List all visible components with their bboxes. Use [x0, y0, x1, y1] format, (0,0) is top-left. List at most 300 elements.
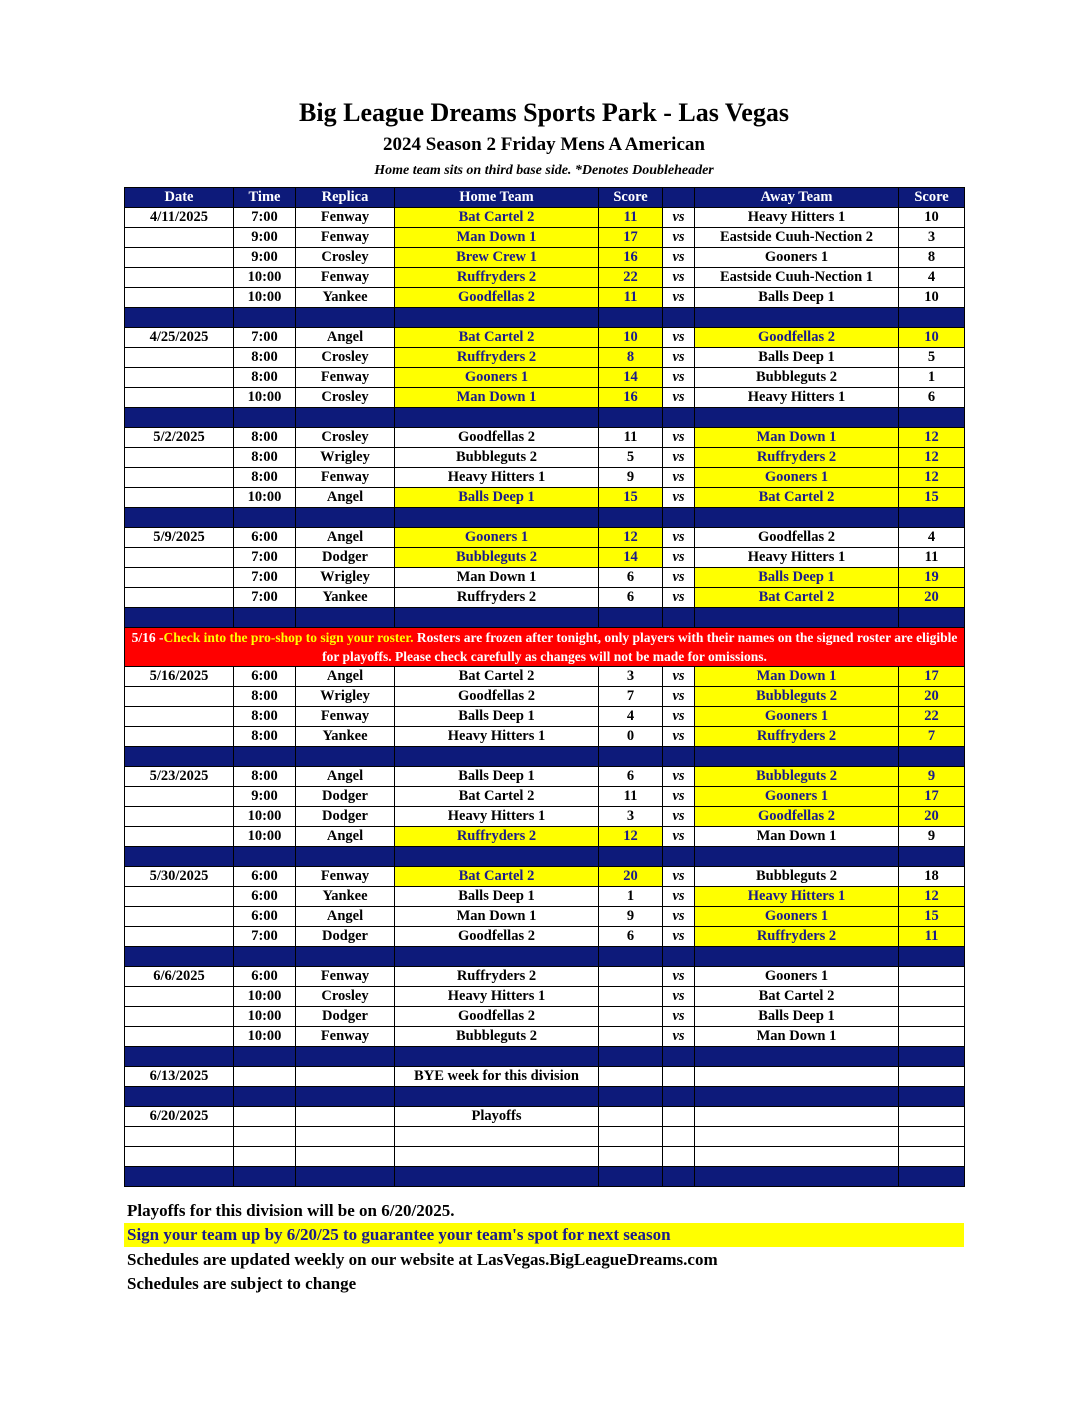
away-score-cell: 18	[899, 867, 965, 887]
blank-cell	[234, 1127, 296, 1147]
separator-cell	[234, 508, 296, 528]
separator-cell	[234, 1087, 296, 1107]
away-team-cell: Bubbleguts 2	[695, 368, 899, 388]
home-team-cell: Ruffryders 2	[395, 967, 599, 987]
schedule-body	[125, 208, 965, 1187]
home-score-cell: 12	[599, 827, 663, 847]
info-label-cell: Playoffs	[395, 1107, 599, 1127]
away-team-cell: Gooners 1	[695, 907, 899, 927]
vs-cell: vs	[663, 448, 695, 468]
separator-cell	[663, 1167, 695, 1187]
time-cell: 8:00	[234, 767, 296, 787]
away-score-cell: 8	[899, 248, 965, 268]
date-cell: 4/11/2025	[125, 208, 234, 228]
separator-row	[125, 1047, 965, 1067]
away-score-cell	[899, 1027, 965, 1047]
separator-cell	[395, 947, 599, 967]
time-cell: 10:00	[234, 987, 296, 1007]
separator-cell	[695, 608, 899, 628]
game-row	[125, 887, 965, 907]
separator-cell	[599, 308, 663, 328]
away-team-cell: Heavy Hitters 1	[695, 388, 899, 408]
home-score-cell: 22	[599, 268, 663, 288]
separator-cell	[296, 408, 395, 428]
home-score-cell: 9	[599, 468, 663, 488]
vs-cell: vs	[663, 887, 695, 907]
separator-cell	[395, 408, 599, 428]
vs-cell: vs	[663, 228, 695, 248]
away-score-cell: 11	[899, 927, 965, 947]
away-team-cell: Man Down 1	[695, 827, 899, 847]
game-row	[125, 807, 965, 827]
home-score-cell: 11	[599, 428, 663, 448]
replica-cell: Crosley	[296, 428, 395, 448]
vs-cell: vs	[663, 927, 695, 947]
away-score-cell: 10	[899, 288, 965, 308]
home-team-cell: Gooners 1	[395, 528, 599, 548]
home-score-cell: 0	[599, 727, 663, 747]
roster-notice	[125, 628, 965, 667]
separator-cell	[695, 1087, 899, 1107]
home-team-cell: Heavy Hitters 1	[395, 468, 599, 488]
blank-cell	[395, 1127, 599, 1147]
game-row	[125, 268, 965, 288]
separator-cell	[899, 1167, 965, 1187]
separator-cell	[296, 308, 395, 328]
blank-cell	[599, 1127, 663, 1147]
column-header	[663, 188, 695, 208]
date-cell: 5/2/2025	[125, 428, 234, 448]
separator-cell	[125, 508, 234, 528]
date-cell	[125, 687, 234, 707]
replica-cell: Fenway	[296, 468, 395, 488]
separator-cell	[296, 1167, 395, 1187]
replica-cell: Dodger	[296, 927, 395, 947]
separator-cell	[234, 1167, 296, 1187]
date-cell	[125, 588, 234, 608]
separator-row	[125, 1167, 965, 1187]
replica-cell: Wrigley	[296, 448, 395, 468]
home-score-cell: 20	[599, 867, 663, 887]
separator-cell	[395, 1087, 599, 1107]
game-row	[125, 368, 965, 388]
away-score-cell	[899, 987, 965, 1007]
away-score-cell	[899, 1067, 965, 1087]
away-score-cell: 17	[899, 667, 965, 687]
separator-row	[125, 747, 965, 767]
column-header: Away Team	[695, 188, 899, 208]
home-team-cell: Balls Deep 1	[395, 767, 599, 787]
separator-cell	[234, 747, 296, 767]
date-cell	[125, 368, 234, 388]
home-score-cell: 1	[599, 887, 663, 907]
separator-cell	[234, 847, 296, 867]
home-team-cell: Goodfellas 2	[395, 927, 599, 947]
away-team-cell: Gooners 1	[695, 967, 899, 987]
home-score-cell: 15	[599, 488, 663, 508]
vs-cell: vs	[663, 987, 695, 1007]
game-row	[125, 667, 965, 687]
blank-cell	[899, 1147, 965, 1167]
replica-cell: Crosley	[296, 348, 395, 368]
date-cell	[125, 228, 234, 248]
date-cell	[125, 468, 234, 488]
blank-cell	[125, 1127, 234, 1147]
home-score-cell: 16	[599, 248, 663, 268]
date-cell	[125, 727, 234, 747]
vs-cell: vs	[663, 767, 695, 787]
blank-cell	[695, 1127, 899, 1147]
home-team-cell: Man Down 1	[395, 388, 599, 408]
separator-cell	[663, 608, 695, 628]
away-team-cell: Bat Cartel 2	[695, 588, 899, 608]
home-score-cell: 14	[599, 548, 663, 568]
separator-cell	[125, 747, 234, 767]
away-team-cell	[695, 1067, 899, 1087]
time-cell: 6:00	[234, 967, 296, 987]
footer-change-note: Schedules are subject to change	[127, 1274, 357, 1293]
home-score-cell: 7	[599, 687, 663, 707]
game-row	[125, 727, 965, 747]
notice-date: 5/16 -	[131, 630, 164, 645]
date-cell: 5/16/2025	[125, 667, 234, 687]
game-row	[125, 328, 965, 348]
replica-cell: Fenway	[296, 228, 395, 248]
time-cell: 10:00	[234, 488, 296, 508]
separator-row	[125, 308, 965, 328]
separator-cell	[296, 847, 395, 867]
home-team-cell: Ruffryders 2	[395, 348, 599, 368]
away-team-cell: Heavy Hitters 1	[695, 208, 899, 228]
separator-row	[125, 847, 965, 867]
game-row	[125, 707, 965, 727]
game-row	[125, 867, 965, 887]
home-score-cell: 10	[599, 328, 663, 348]
time-cell: 7:00	[234, 548, 296, 568]
away-score-cell: 5	[899, 348, 965, 368]
away-score-cell: 12	[899, 448, 965, 468]
away-score-cell: 19	[899, 568, 965, 588]
away-score-cell: 12	[899, 468, 965, 488]
home-score-cell	[599, 967, 663, 987]
separator-cell	[899, 747, 965, 767]
home-score-cell	[599, 1107, 663, 1127]
home-team-cell: Bat Cartel 2	[395, 867, 599, 887]
blank-cell	[899, 1127, 965, 1147]
home-score-cell: 3	[599, 807, 663, 827]
away-team-cell: Goodfellas 2	[695, 328, 899, 348]
home-score-cell: 11	[599, 208, 663, 228]
home-team-cell: Balls Deep 1	[395, 887, 599, 907]
separator-cell	[234, 308, 296, 328]
time-cell: 8:00	[234, 348, 296, 368]
time-cell: 10:00	[234, 288, 296, 308]
date-cell	[125, 827, 234, 847]
separator-cell	[395, 847, 599, 867]
replica-cell: Dodger	[296, 807, 395, 827]
home-team-cell: Ruffryders 2	[395, 827, 599, 847]
time-cell: 10:00	[234, 1027, 296, 1047]
vs-cell: vs	[663, 727, 695, 747]
home-team-cell: Goodfellas 2	[395, 428, 599, 448]
separator-cell	[899, 1047, 965, 1067]
blank-row	[125, 1147, 965, 1167]
separator-cell	[395, 1167, 599, 1187]
away-score-cell: 12	[899, 428, 965, 448]
away-team-cell: Heavy Hitters 1	[695, 548, 899, 568]
away-score-cell: 9	[899, 827, 965, 847]
separator-cell	[599, 1167, 663, 1187]
time-cell: 10:00	[234, 807, 296, 827]
replica-cell: Dodger	[296, 548, 395, 568]
notice-highlight-text: Check into the pro-shop to sign your roster.	[163, 630, 414, 645]
away-team-cell: Man Down 1	[695, 1027, 899, 1047]
separator-cell	[395, 747, 599, 767]
game-row	[125, 987, 965, 1007]
date-cell	[125, 1007, 234, 1027]
replica-cell: Fenway	[296, 368, 395, 388]
column-header: Score	[599, 188, 663, 208]
away-team-cell: Man Down 1	[695, 428, 899, 448]
game-row	[125, 428, 965, 448]
game-row	[125, 468, 965, 488]
separator-cell	[125, 947, 234, 967]
separator-cell	[296, 747, 395, 767]
time-cell: 7:00	[234, 927, 296, 947]
blank-cell	[695, 1147, 899, 1167]
separator-cell	[899, 608, 965, 628]
time-cell: 7:00	[234, 568, 296, 588]
game-row	[125, 388, 965, 408]
separator-cell	[125, 408, 234, 428]
game-row	[125, 568, 965, 588]
home-score-cell: 6	[599, 568, 663, 588]
separator-cell	[234, 1047, 296, 1067]
separator-cell	[125, 847, 234, 867]
replica-cell: Angel	[296, 827, 395, 847]
separator-cell	[663, 1047, 695, 1067]
date-cell: 5/9/2025	[125, 528, 234, 548]
blank-cell	[663, 1127, 695, 1147]
game-row	[125, 767, 965, 787]
column-header: Time	[234, 188, 296, 208]
replica-cell: Yankee	[296, 288, 395, 308]
away-team-cell: Man Down 1	[695, 667, 899, 687]
home-team-cell: Goodfellas 2	[395, 1007, 599, 1027]
separator-cell	[395, 508, 599, 528]
home-score-cell: 12	[599, 528, 663, 548]
game-row	[125, 488, 965, 508]
time-cell: 9:00	[234, 787, 296, 807]
time-cell	[234, 1107, 296, 1127]
replica-cell: Fenway	[296, 208, 395, 228]
away-team-cell: Heavy Hitters 1	[695, 887, 899, 907]
separator-row	[125, 408, 965, 428]
away-score-cell	[899, 1107, 965, 1127]
home-score-cell: 6	[599, 927, 663, 947]
time-cell: 9:00	[234, 248, 296, 268]
game-row	[125, 228, 965, 248]
away-team-cell: Gooners 1	[695, 787, 899, 807]
date-cell	[125, 448, 234, 468]
home-team-cell: Bat Cartel 2	[395, 328, 599, 348]
home-team-cell: Ruffryders 2	[395, 588, 599, 608]
away-score-cell	[899, 967, 965, 987]
replica-cell: Angel	[296, 528, 395, 548]
date-cell	[125, 568, 234, 588]
replica-cell: Fenway	[296, 268, 395, 288]
separator-cell	[663, 508, 695, 528]
separator-cell	[695, 408, 899, 428]
vs-cell: vs	[663, 548, 695, 568]
time-cell: 10:00	[234, 827, 296, 847]
separator-cell	[599, 1047, 663, 1067]
replica-cell: Angel	[296, 328, 395, 348]
away-score-cell: 1	[899, 368, 965, 388]
away-team-cell: Eastside Cuuh-Nection 2	[695, 228, 899, 248]
separator-cell	[899, 508, 965, 528]
home-team-cell: Man Down 1	[395, 907, 599, 927]
vs-cell: vs	[663, 368, 695, 388]
separator-cell	[899, 1087, 965, 1107]
replica-cell: Fenway	[296, 967, 395, 987]
away-team-cell: Goodfellas 2	[695, 807, 899, 827]
home-score-cell	[599, 987, 663, 1007]
away-team-cell: Gooners 1	[695, 468, 899, 488]
vs-cell: vs	[663, 488, 695, 508]
vs-cell: vs	[663, 468, 695, 488]
vs-cell: vs	[663, 528, 695, 548]
separator-cell	[599, 747, 663, 767]
away-team-cell: Gooners 1	[695, 707, 899, 727]
time-cell: 6:00	[234, 667, 296, 687]
table-header-row	[125, 188, 965, 208]
away-score-cell: 4	[899, 268, 965, 288]
info-row	[125, 1107, 965, 1127]
vs-cell: vs	[663, 967, 695, 987]
away-team-cell: Balls Deep 1	[695, 568, 899, 588]
replica-cell: Yankee	[296, 727, 395, 747]
separator-cell	[296, 1087, 395, 1107]
time-cell: 7:00	[234, 208, 296, 228]
vs-cell: vs	[663, 707, 695, 727]
game-row	[125, 907, 965, 927]
away-score-cell: 20	[899, 807, 965, 827]
column-header: Score	[899, 188, 965, 208]
vs-cell: vs	[663, 667, 695, 687]
time-cell: 8:00	[234, 468, 296, 488]
away-score-cell: 3	[899, 228, 965, 248]
time-cell: 6:00	[234, 528, 296, 548]
separator-cell	[899, 847, 965, 867]
away-team-cell: Gooners 1	[695, 248, 899, 268]
vs-cell: vs	[663, 907, 695, 927]
vs-cell: vs	[663, 568, 695, 588]
vs-cell: vs	[663, 588, 695, 608]
time-cell	[234, 1067, 296, 1087]
home-score-cell: 14	[599, 368, 663, 388]
separator-cell	[599, 408, 663, 428]
separator-row	[125, 508, 965, 528]
game-row	[125, 967, 965, 987]
home-team-cell: Bat Cartel 2	[395, 787, 599, 807]
separator-cell	[663, 408, 695, 428]
date-cell	[125, 787, 234, 807]
replica-cell: Wrigley	[296, 687, 395, 707]
separator-cell	[695, 508, 899, 528]
game-row	[125, 588, 965, 608]
footer-signup-note: Sign your team up by 6/20/25 to guarantee your team's spot for next season	[124, 1223, 964, 1247]
column-header: Replica	[296, 188, 395, 208]
home-score-cell: 3	[599, 667, 663, 687]
away-team-cell: Balls Deep 1	[695, 348, 899, 368]
date-cell: 4/25/2025	[125, 328, 234, 348]
vs-cell	[663, 1067, 695, 1087]
game-row	[125, 1027, 965, 1047]
away-score-cell: 11	[899, 548, 965, 568]
game-row	[125, 208, 965, 228]
away-score-cell: 9	[899, 767, 965, 787]
separator-cell	[125, 1087, 234, 1107]
away-team-cell: Bubbleguts 2	[695, 687, 899, 707]
footer-website-note: Schedules are updated weekly on our website at LasVegas.BigLeagueDreams.com	[127, 1250, 718, 1269]
replica-cell: Fenway	[296, 1027, 395, 1047]
replica-cell: Angel	[296, 488, 395, 508]
home-score-cell: 11	[599, 288, 663, 308]
separator-cell	[899, 308, 965, 328]
separator-cell	[663, 1087, 695, 1107]
column-header: Date	[125, 188, 234, 208]
away-team-cell: Balls Deep 1	[695, 288, 899, 308]
vs-cell: vs	[663, 388, 695, 408]
away-team-cell: Bat Cartel 2	[695, 987, 899, 1007]
separator-cell	[899, 408, 965, 428]
home-score-cell: 6	[599, 767, 663, 787]
vs-cell: vs	[663, 1007, 695, 1027]
time-cell: 10:00	[234, 388, 296, 408]
game-row	[125, 1007, 965, 1027]
away-team-cell: Balls Deep 1	[695, 1007, 899, 1027]
game-row	[125, 248, 965, 268]
home-team-cell: Bubbleguts 2	[395, 1027, 599, 1047]
vs-cell: vs	[663, 1027, 695, 1047]
time-cell: 6:00	[234, 867, 296, 887]
replica-cell: Fenway	[296, 707, 395, 727]
date-cell	[125, 288, 234, 308]
separator-cell	[125, 308, 234, 328]
vs-cell: vs	[663, 348, 695, 368]
separator-cell	[395, 608, 599, 628]
page-note: Home team sits on third base side. *Denotes Doubleheader	[374, 163, 714, 178]
blank-cell	[296, 1147, 395, 1167]
blank-row	[125, 1127, 965, 1147]
separator-cell	[599, 947, 663, 967]
separator-cell	[899, 947, 965, 967]
date-cell: 5/30/2025	[125, 867, 234, 887]
game-row	[125, 927, 965, 947]
time-cell: 8:00	[234, 727, 296, 747]
replica-cell: Crosley	[296, 388, 395, 408]
separator-cell	[663, 308, 695, 328]
page-title: Big League Dreams Sports Park - Las Vegas	[299, 98, 789, 127]
home-team-cell: Man Down 1	[395, 228, 599, 248]
separator-cell	[234, 408, 296, 428]
away-team-cell: Goodfellas 2	[695, 528, 899, 548]
away-team-cell: Ruffryders 2	[695, 727, 899, 747]
time-cell: 6:00	[234, 887, 296, 907]
away-team-cell: Bat Cartel 2	[695, 488, 899, 508]
vs-cell: vs	[663, 208, 695, 228]
